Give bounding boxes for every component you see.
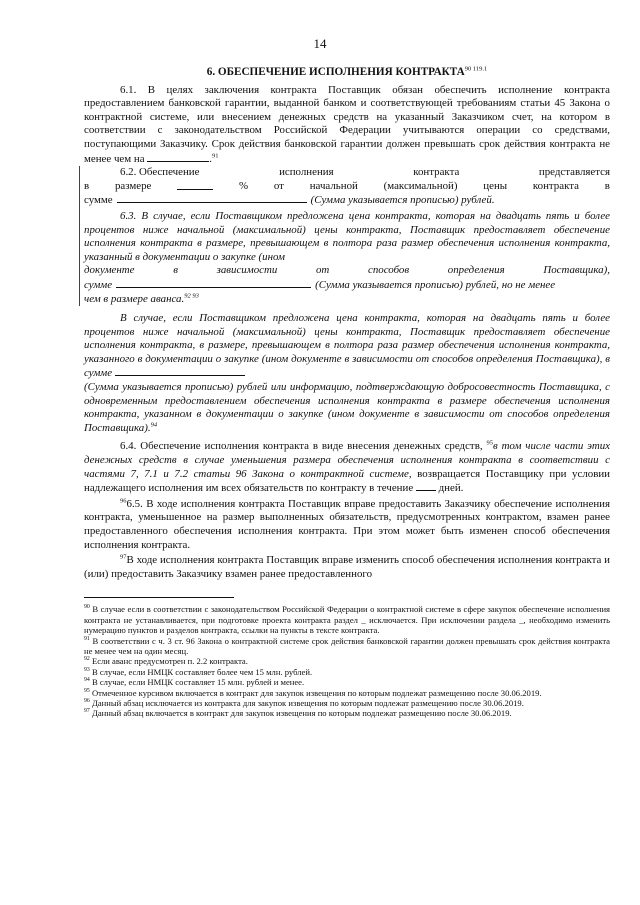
c63-w4: от	[315, 264, 330, 277]
c62-l2-w6: цены	[483, 179, 508, 192]
c63-w6: определения	[447, 264, 505, 277]
c62-l2-w2: размере	[114, 179, 152, 192]
c63-tail: чем в размере аванса.	[84, 292, 185, 305]
c63-w7: Поставщика),	[543, 264, 610, 277]
clause-6-4	[84, 440, 610, 495]
footnote-separator	[84, 597, 234, 598]
c62-l2-w5: (максимальной)	[383, 179, 458, 192]
footnote: $^{97}$ Данный абзац включается в контракт для закупок извещения по которым подлежат размещению после 30.06.2019.	[84, 708, 512, 719]
c62-l2-pct: %	[238, 179, 249, 192]
footnote-refs-92-93: 92 93	[184, 291, 199, 299]
c62-w4: представляется	[538, 166, 610, 179]
c62-l2-w8: в	[604, 179, 610, 192]
c62-l2-w7: контракта	[532, 179, 579, 192]
clause-last	[84, 554, 610, 581]
sum-blank-alt[interactable]	[115, 366, 245, 376]
c62-sum-tail: (Сумма указывается прописью) рублей.	[310, 194, 495, 207]
footnote-ref-96: 96	[120, 497, 127, 505]
clause-6-2-block	[79, 166, 610, 306]
footnote: $^{94}$ В случае, если НМЦК составляет 15 млн. рублей и менее.	[84, 677, 305, 688]
c64-italic: в том числе части этих денежных средств в случае уменьшения размера обеспечения исполнения контракта в соответствии с частями 7, 7.1 и 7.2 статьи 96 Закона о контрактной системе,	[84, 440, 610, 480]
c62-w3: контракта	[413, 166, 460, 179]
alt-clause-cont	[84, 381, 610, 435]
clause-6-3	[84, 210, 610, 264]
clause-6-2-line3	[84, 193, 610, 208]
c64-days: дней.	[438, 482, 464, 495]
c63-w2: в	[173, 264, 178, 277]
footnote: $^{90}$ В случае если в соответствии с законодательством Российской Федерации о контрактной системе в сфере закупок обеспечение исполнения контракта не устанавливается, при подготовке проекта контракта раздел _ исключается. При исключении раздела _, необходимо изменить нумерацию пунктов и разделов контракта, ссылки на пункты в тексте контракта.	[84, 604, 610, 636]
c63-sum-tail: (Сумма указывается прописью) рублей, но не менее	[315, 278, 556, 291]
alt-clause-text2: (Сумма указывается прописью) рублей или информацию, подтверждающую добросовестность Поставщика, с одновременным предоставлением обеспечения исполнения контракта в размере обеспечения исполнения контракта, указанном в документации о закупке (ином документе в зависимости от способов определения Поставщика).	[84, 381, 610, 434]
c63-w5: способов	[367, 264, 410, 277]
page-number: 14	[313, 36, 327, 51]
clause-6-3-sum-line	[84, 278, 610, 293]
clause-6-1: 6.1. В целях заключения контракта Поставщик обязан обеспечить исполнение контракта предоставлением банковской гарантии, выданной банком и соответствующей требованиям статьи 45 Закона о контрактной системе, или внесением денежных средств на указанный Заказчиком счет, на котором в соответствии с законодательством Российской Федерации учитываются операции со средствами, поступающими Заказчику. Срок действия банковской гарантии должен превышать срок действия контракта не менее чем на .$^{91}$	[84, 83, 610, 165]
footnote-ref-94: 94	[150, 421, 158, 429]
months-blank[interactable]	[147, 152, 209, 162]
c62-l2-w3: от	[273, 179, 284, 192]
clause-6-3-line-a	[84, 264, 610, 278]
footnote: $^{96}$ Данный абзац исключается из контракта для закупок извещения по которым подлежат размещению после 30.06.2019.	[84, 698, 524, 709]
c65-text: 6.5. В ходе исполнения контракта Поставщик вправе предоставить Заказчику обеспечение исполнения контракта, уменьшенное на размер выполненных обязательств, предусмотренных контрактом, взамен ранее предоставленного обеспечения исполнения контракта. При этом может быть изменен способ обеспечения исполнения контракта.	[84, 497, 610, 551]
clause-6-3-text: 6.3. В случае, если Поставщиком предложена цена контракта, которая на двадцать пять и более процентов ниже начальной (максимальной) цены контракта, Поставщик предоставляет обеспечение исполнения контракта в размере, превышающем в полтора раза размер обеспечения исполнения контракта, указанный в документации о закупке (ином	[84, 209, 610, 263]
section-title-refs: 90 119.1	[464, 65, 488, 73]
clause-6-5	[84, 498, 610, 552]
document-body	[84, 66, 610, 719]
percent-blank[interactable]	[177, 180, 213, 190]
c62-w2: исполнения	[279, 166, 334, 179]
alt-clause	[84, 312, 610, 381]
sum-blank-6-2[interactable]	[117, 193, 307, 203]
clause-6-2-line1	[84, 166, 610, 180]
c64-lead: 6.4. Обеспечение исполнения контракта в виде внесения денежных средств,	[120, 440, 483, 453]
c62-l2-w4: начальной	[309, 179, 358, 192]
section-title-text: 6. ОБЕСПЕЧЕНИЕ ИСПОЛНЕНИЯ КОНТРАКТА	[206, 66, 465, 78]
days-blank[interactable]	[416, 481, 436, 491]
clause-6-1-text: 6.1. В целях заключения контракта Поставщик обязан обеспечить исполнение контракта предоставлением банковской гарантии, выданной банком и соответствующей требованиям статьи 45 Закона о контрактной системе, или внесением денежных средств на указанный Заказчиком счет, на котором в соответствии с законодательством Российской Федерации учитываются операции со средствами, поступающими Заказчику. Срок действия банковской гарантии должен превышать срок действия контракта не менее чем на	[84, 83, 610, 165]
clause-6-3-tail	[84, 293, 610, 307]
c62-w1: 6.2. Обеспечение	[120, 166, 200, 179]
c63-w3: зависимости	[216, 264, 278, 277]
c64-rest: возвращается Поставщику при условии надлежащего исполнения им всех обязательств по контракту в течение	[84, 467, 611, 495]
alt-clause-text: В случае, если Поставщиком предложена цена контракта, которая на двадцать пять и более процентов ниже начальной (максимальной) цены контракта, Поставщик предоставляет обеспечение исполнения контракта, в размере, превышающем в полтора раза размер обеспечения исполнения контракта, указанного в документации о закупке (ином документе в зависимости от способов определения Поставщика), в сумме	[84, 312, 610, 380]
footnotes	[84, 604, 610, 718]
clause-6-2-line2	[84, 180, 610, 194]
c63-w1: документе	[84, 264, 135, 277]
footnote: $^{93}$ В случае, если НМЦК составляет более чем 15 млн. рублей.	[84, 666, 313, 677]
footnote: $^{91}$ В соответствии с ч. 3 ст. 96 Закона о контрактной системе срок действия банковской гарантии должен превышать срок действия контракта не менее чем на один месяц.	[84, 635, 610, 656]
footnote: $^{95}$ Отмеченное курсивом включается в контракт для закупок извещения по которым подлежат размещению после 30.06.2019.	[84, 687, 542, 698]
footnote: $^{92}$ Если аванс предусмотрен п. 2.2 контракта.	[84, 656, 248, 667]
clause-last-text: В ходе исполнения контракта Поставщик вправе изменить способ обеспечения исполнения контракта и (или) предоставить Заказчику взамен ранее предоставленного	[84, 554, 610, 580]
c62-sum-label: сумме	[84, 194, 113, 207]
c62-l2-w1: в	[84, 179, 90, 192]
footnote-ref-97: 97	[120, 553, 127, 561]
sum-blank-6-3[interactable]	[116, 278, 311, 288]
footnote-ref-91: 91	[212, 151, 219, 159]
footnote-ref-95: 95	[486, 439, 493, 447]
c63-sum-label: сумме	[84, 278, 113, 291]
section-title	[84, 66, 610, 80]
